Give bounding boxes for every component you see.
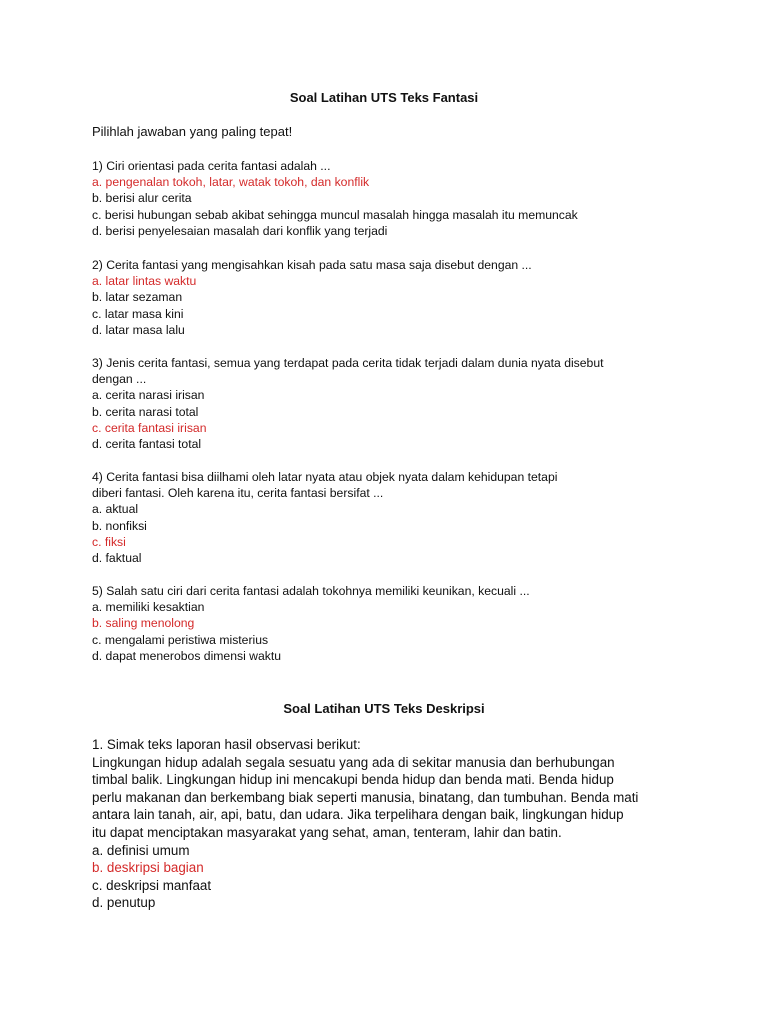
question-4-text-line2: diberi fantasi. Oleh karena itu, cerita fantasi bersifat ... <box>92 486 384 501</box>
question-4 <box>92 469 692 566</box>
fantasi-title: Soal Latihan UTS Teks Fantasi <box>289 90 479 105</box>
question-4-option-d: d. faktual <box>92 551 142 566</box>
passage-line: itu dapat menciptakan masyarakat yang sehat, aman, tenteram, lahir dan batin. <box>92 824 562 840</box>
question-4-option-b: b. nonfiksi <box>92 518 147 533</box>
question-1-option-d: d. berisi penyelesaian masalah dari konflik yang terjadi <box>92 223 388 238</box>
question-3-text-line2: dengan ... <box>92 372 147 387</box>
question-3-option-d: d. cerita fantasi total <box>92 437 202 452</box>
deskripsi-option-a: a. definisi umum <box>92 842 190 858</box>
question-4-option-c: c. fiksi <box>92 534 126 549</box>
question-3 <box>92 355 692 452</box>
deskripsi-option-c: c. deskripsi manfaat <box>92 877 212 893</box>
question-5-option-c: c. mengalami peristiwa misterius <box>92 632 269 647</box>
question-2-option-b: b. latar sezaman <box>92 290 183 305</box>
question-1 <box>92 158 692 239</box>
question-4-option-a: a. aktual <box>92 502 139 517</box>
question-2-option-d: d. latar masa lalu <box>92 322 185 337</box>
question-5-text: 5) Salah satu ciri dari cerita fantasi adalah tokohnya memiliki keunikan, kecuali ... <box>92 584 530 598</box>
deskripsi-question-1 <box>92 736 702 912</box>
passage-line: timbal balik. Lingkungan hidup ini mencakupi benda hidup dan benda mati. Benda hidup <box>92 772 614 788</box>
question-1-option-b: b. berisi alur cerita <box>92 191 192 206</box>
question-3-option-c: c. cerita fantasi irisan <box>92 420 207 435</box>
deskripsi-option-d: d. penutup <box>92 895 156 911</box>
question-5-option-a: a. memiliki kesaktian <box>92 600 205 615</box>
question-3-option-a: a. cerita narasi irisan <box>92 388 205 403</box>
passage-line: antara lain tanah, air, api, batu, dan udara. Jika terpelihara dengan baik, lingkungan hidup <box>92 807 624 823</box>
question-4-text-line1: 4) Cerita fantasi bisa diilhami oleh latar nyata atau objek nyata dalam kehidupan tetapi <box>92 470 558 484</box>
instruction <box>92 124 692 140</box>
question-5-option-d: d. dapat menerobos dimensi waktu <box>92 648 282 663</box>
question-2-text: 2) Cerita fantasi yang mengisahkan kisah pada satu masa saja disebut dengan ... <box>92 258 532 272</box>
question-2 <box>92 257 692 338</box>
question-1-option-c: c. berisi hubungan sebab akibat sehingga muncul masalah hingga masalah itu memuncak <box>92 207 578 222</box>
question-1-option-a: a. pengenalan tokoh, latar, watak tokoh, dan konflik <box>92 175 370 190</box>
question-1-text: 1) Ciri orientasi pada cerita fantasi adalah ... <box>92 159 331 173</box>
passage-line: Lingkungan hidup adalah segala sesuatu yang ada di sekitar manusia dan berhubungan <box>92 754 615 770</box>
question-3-text-line1: 3) Jenis cerita fantasi, semua yang terdapat pada cerita tidak terjadi dalam dunia nyata disebut <box>92 356 604 370</box>
deskripsi-option-b: b. deskripsi bagian <box>92 860 204 876</box>
question-5-option-b: b. saling menolong <box>92 616 195 631</box>
deskripsi-question-1-text: 1. Simak teks laporan hasil observasi berikut: <box>92 737 361 752</box>
deskripsi-title: Soal Latihan UTS Teks Deskripsi <box>283 701 485 716</box>
passage-line: perlu makanan dan berkembang biak seperti manusia, binatang, dan tumbuhan. Benda mati <box>92 789 639 805</box>
question-2-option-a: a. latar lintas waktu <box>92 274 197 289</box>
question-5 <box>92 583 692 664</box>
instruction-text: Pilihlah jawaban yang paling tepat! <box>92 124 293 139</box>
question-2-option-c: c. latar masa kini <box>92 306 184 321</box>
question-3-option-b: b. cerita narasi total <box>92 404 199 419</box>
